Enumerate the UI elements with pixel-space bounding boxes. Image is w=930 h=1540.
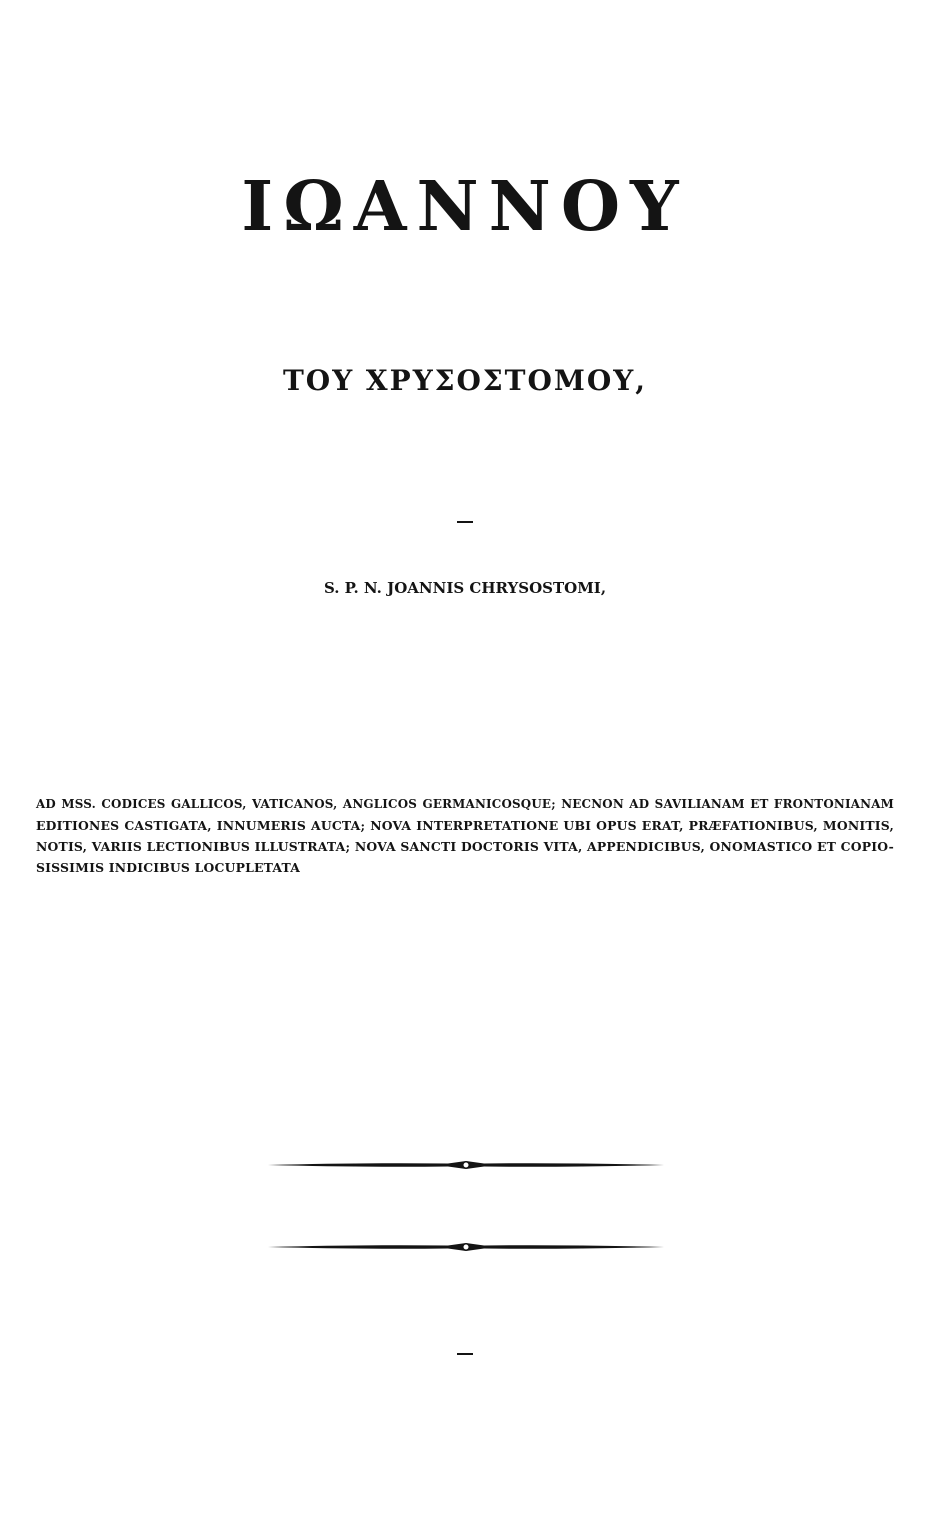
divider-dash [457, 521, 473, 523]
description-paragraph [36, 794, 894, 878]
ornamental-rule-top [268, 1158, 664, 1172]
description-line: NOTIS, VARIIS LECTIONIBUS ILLUSTRATA; NOVA SANCTI DOCTORIS VITA, APPENDICIBUS, ONOMASTICO ET COPIO- [36, 839, 894, 854]
description-line: EDITIONES CASTIGATA, INNUMERIS AUCTA; NOVA INTERPRETATIONE UBI OPUS ERAT, PRÆFATIONIBUS, MONITIS, [36, 818, 894, 833]
latin-title: S. P. N. JOANNIS CHRYSOSTOMI, [323, 579, 607, 597]
greek-name: ΙΩΑΝΝΟΥ [241, 167, 689, 247]
divider-dash [457, 1353, 473, 1355]
description-line: AD MSS. CODICES GALLICOS, VATICANOS, ANGLICOS GERMANICOSQUE; NECNON AD SAVILIANAM ET FRONTONIANAM [36, 797, 894, 811]
greek-chrysostom: ΤΟΥ ΧΡΥΣΟΣΤΟΜΟΥ, [282, 364, 648, 397]
description-line: SISSIMIS INDICIBUS LOCUPLETATA [36, 860, 301, 875]
ornamental-rule-bottom [268, 1240, 664, 1254]
